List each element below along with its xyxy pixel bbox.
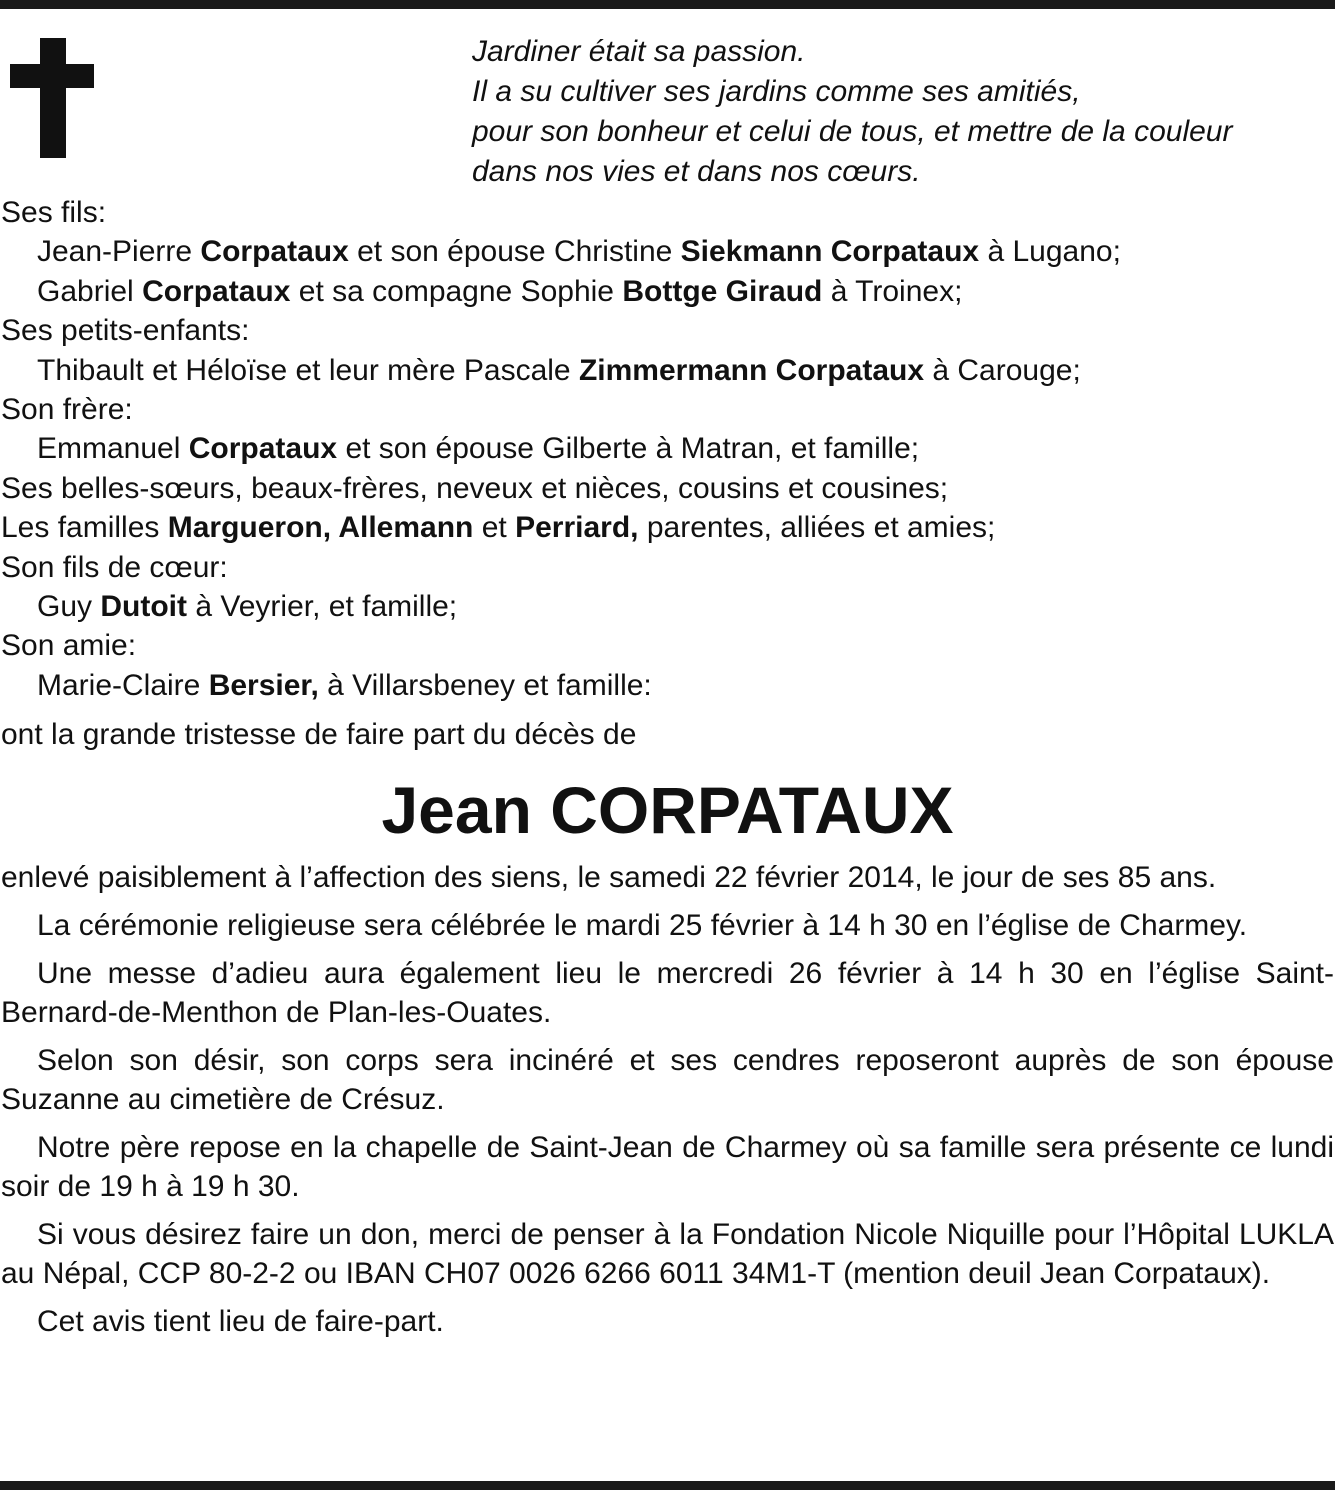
brother-heading: Son frère: xyxy=(1,392,133,426)
notice-paragraph: La cérémonie religieuse sera célébrée le mardi 25 février à 14 h 30 en l’église de Charmey. xyxy=(37,909,1248,942)
family-entry-friend: Marie-Claire Bersier, à Villarsbeney et famille: xyxy=(37,668,652,702)
sons-heading: Ses fils: xyxy=(1,196,107,229)
deceased-name: Jean CORPATAUX xyxy=(381,773,954,847)
family-entry-in-laws: Ses belles-sœurs, beaux-frères, neveux et nièces, cousins et cousines; xyxy=(1,471,949,505)
grandchildren-heading: Ses petits-enfants: xyxy=(1,314,250,348)
notice-paragraph: Une messe d’adieu aura également lieu le mercredi 26 février à 14 h 30 en l’église Saint-Bernard-de-Menthon de Plan-les-Ouates. xyxy=(1,957,1334,1029)
poem-line: dans nos vies et dans nos cœurs. xyxy=(472,155,921,188)
family-entry-son-1: Jean-Pierre Corpataux et son épouse Christine Siekmann Corpataux à Lugano; xyxy=(37,235,1121,269)
notice-paragraph: Notre père repose en la chapelle de Saint-Jean de Charmey où sa famille sera présente ce lundi soir de 19 h à 19 h 30. xyxy=(1,1131,1334,1203)
cross-icon xyxy=(10,38,94,158)
family-entry-grandchildren: Thibault et Héloïse et leur mère Pascale Zimmermann Corpataux à Carouge; xyxy=(37,353,1081,387)
poem-line: Jardiner était sa passion. xyxy=(472,35,806,68)
bottom-border-rule xyxy=(0,1481,1335,1490)
poem-line: Il a su cultiver ses jardins comme ses amitiés, xyxy=(472,75,1081,108)
notice-paragraph: Si vous désirez faire un don, merci de penser à la Fondation Nicole Niquille pour l’Hôpital LUKLA au Népal, CCP 80-2-2 ou IBAN CH07 0026 6266 6011 34M1-T (mention deuil Jean Corpataux). xyxy=(1,1218,1334,1290)
top-border-rule xyxy=(0,0,1335,9)
family-entry-son-2: Gabriel Corpataux et sa compagne Sophie Bottge Giraud à Troinex; xyxy=(37,274,963,308)
notice-paragraph: Selon son désir, son corps sera incinéré et ses cendres reposeront auprès de son épouse Suzanne au cimetière de Crésuz. xyxy=(1,1044,1334,1116)
family-entry-families: Les familles Margueron, Allemann et Perriard, parentes, alliées et amies; xyxy=(1,511,996,545)
notice-paragraph: Cet avis tient lieu de faire-part. xyxy=(37,1305,444,1338)
family-list xyxy=(1,193,1331,705)
poem-line: pour son bonheur et celui de tous, et mettre de la couleur xyxy=(472,115,1233,148)
notice-paragraph: enlevé paisiblement à l’affection des siens, le samedi 22 février 2014, le jour de ses 85 ans. xyxy=(1,861,1217,894)
epitaph-poem xyxy=(472,32,1335,192)
family-entry-brother: Emmanuel Corpataux et son épouse Gilberte à Matran, et famille; xyxy=(37,432,920,466)
family-entry-heart-son: Guy Dutoit à Veyrier, et famille; xyxy=(37,589,458,623)
heart-son-heading: Son fils de cœur: xyxy=(1,550,228,584)
friend-heading: Son amie: xyxy=(1,629,137,663)
announcement-line: ont la grande tristesse de faire part du décès de xyxy=(1,718,637,751)
notice-body xyxy=(1,858,1334,1341)
